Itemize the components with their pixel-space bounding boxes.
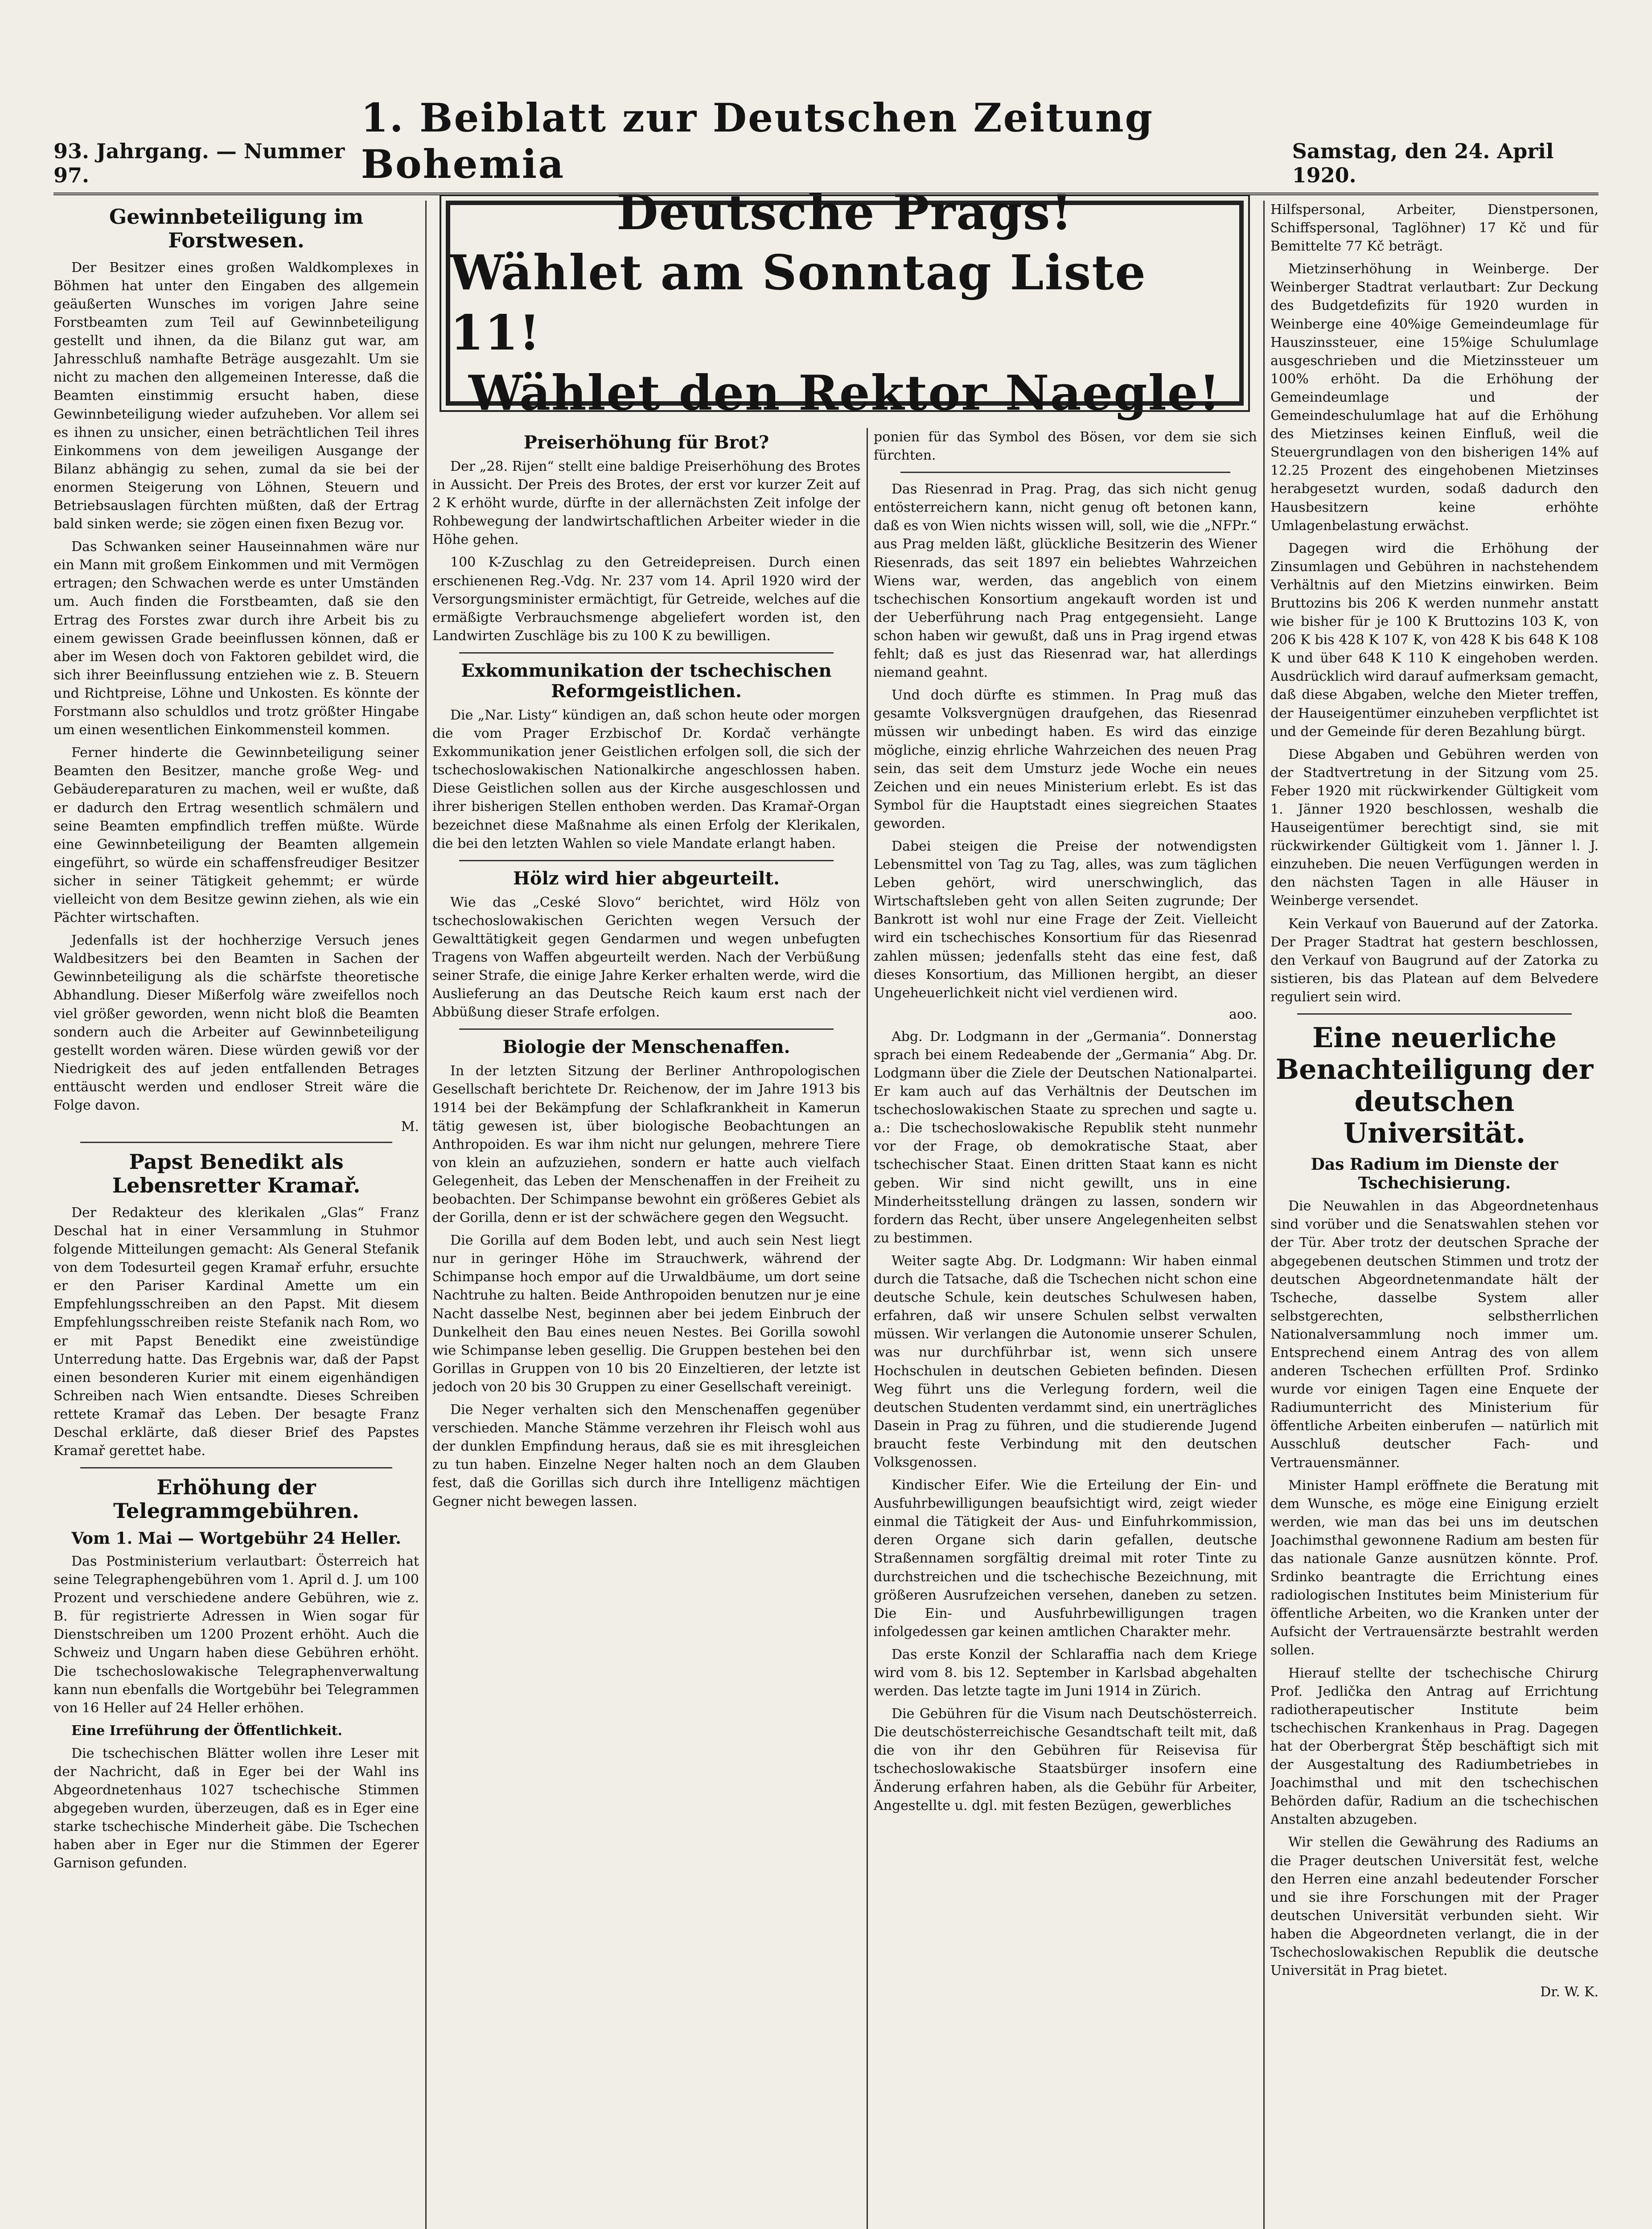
article-paragraph: Die tschechischen Blätter wollen ihre Leser mit der Nachricht, daß in Eger bei der Wahl ins Abgeordnetenhaus 1027 tschechische Stimmen abgegeben wurden, überzeugen, daß es in Eger eine starke tschechische Minderheit gäbe. Die Tschechen haben aber in Eger nur die Stimmen der Egerer Garnison gefunden. xyxy=(53,1745,419,1871)
election-line-2: Wählet am Sonntag Liste 11! xyxy=(450,245,1147,361)
article-paragraph: Wie das „Ceské Slovo“ berichtet, wird Hölz von tschechoslowakischen Gerichten wegen Versuch der Gewalttätigkeit gegen Gendarmen und wegen unbefugten Tragens von Waffen abgeurteilt werden. Nach der Verbüßung seiner Strafe, die einige Jahre Kerker erhalten werde, wird die Auslieferung an das Deutsche Reich kaum erst nach der Abbüßung dieser Strafe erfolgen. xyxy=(432,894,860,1020)
article-paragraph: Mietzinserhöhung in Weinberge. Der Weinberger Stadtrat verlautbart: Zur Deckung des Budgetdefizits für 1920 wurden in Weinberge eine 40%ige Gemeindeumlage für Hauszinssteuer, eine 15%ige Schulumlage ausgeschrieben und die Mietzinssteuer um 100% erhöht. Da die Erhöhung der Gemeindeumlage und der Gemeindeschulumlage hat auf die Erhöhung des Mietzinses keinen Einfluß, weil die Steuergrundlagen von den bisherigen 14% auf 12.25 Prozent des eingehobenen Mietzinses herabgesetzt wurden, sodaß dadurch den Hausbesitzern keine erhöhte Umlagenbelastung erwächst. xyxy=(1270,261,1599,534)
article-paragraph: Weiter sagte Abg. Dr. Lodgmann: Wir haben einmal durch die Tatsache, daß die Tschechen nicht schon eine deutsche Schule, kein deutsches Schulwesen haben, erfahren, daß wir unsere Schulen selbst verwalten müssen. Wir verlangen die Autonomie unserer Schulen, was nur durchführbar ist, wenn sich unsere Hochschulen in deutschen Gebieten befinden. Diesen Weg führt uns die Verlegung fordern, weil die deutschen Studenten verdammt sind, ein unerträgliches Dasein in Prag zu führen, und die studierende Jugend braucht feste Verbindung mit den deutschen Volksgenossen. xyxy=(874,1253,1257,1470)
article-paragraph: Der Redakteur des klerikalen „Glas“ Franz Deschal hat in einer Versammlung in Stuhmor folgende Mitteilungen gemacht: Als General Stefanik von dem Todesurteil gegen Kramař erfuhr, ersuchte er den Pariser Kardinal Amette um ein Empfehlungsschreiben an den Papst. Mit diesem Empfehlungsschreiben reiste Stefanik nach Rom, wo er mit Papst Benedikt eine zweistündige Unterredung hatte. Das Ergebnis war, daß der Papst einen besonderen Kurier mit einem eigenhändigen Schreiben nach Wien entsandte. Dieses Schreiben rettete Kramař das Leben. Der besagte Franz Deschal erklärte, daß dieser Brief des Papstes Kramař gerettet habe. xyxy=(53,1205,419,1459)
election-line-3: Wählet den Rektor Naegle! xyxy=(468,365,1221,421)
article-paragraph: Das erste Konzil der Schlaraffia nach dem Kriege wird vom 8. bis 12. September in Karlsbad abgehalten werden. Das letzte tagte im Juni 1914 in Zürich. xyxy=(874,1646,1257,1699)
article-divider xyxy=(459,652,834,654)
article-paragraph: Der „28. Rijen“ stellt eine baldige Preiserhöhung des Brotes in Aussicht. Der Preis des Brotes, der erst vor kurzer Zeit auf 2 K erhöht wurde, dürfte in der allernächsten Zeit infolge der Rohbewegung der landwirtschaftlichen Arbeiter wieder in die Höhe gehen. xyxy=(432,459,860,548)
article-title: Gewinnbeteiligung im Forstwesen. xyxy=(109,205,364,252)
column-4 xyxy=(1270,201,1599,2229)
article-paragraph: 100 K-Zuschlag zu den Getreidepreisen. Durch einen erschienenen Reg.-Vdg. Nr. 237 vom 14. April 1920 wird der Versorgungsminister ermächtigt, für Getreide, welches auf die ermäßigte Verbrauchsmenge abgeliefert worden ist, den Landwirten Zuschläge bis zu 100 K zu bewilligen. xyxy=(432,555,860,644)
article-paragraph: Kindischer Eifer. Wie die Erteilung der Ein- und Ausfuhrbewilligungen beaufsichtigt wird, zeigt wieder einmal die Tätigkeit der Aus- und Einfuhrkommission, deren Organe sich darin gefallen, deutsche Straßennamen sorgfältig dreimal mit roter Tinte zu durchstreichen und die tschechische Bezeichnung, mit größeren Ausrufzeichen versehen, daneben zu setzen. Die Ein- und Ausfuhrbewilligungen tragen infolgedessen gar keinen amtlichen Charakter mehr. xyxy=(874,1477,1257,1640)
article-paragraph: Jedenfalls ist der hochherzige Versuch jenes Waldbesitzers bei den Beamten in Sachen der Gewinnbeteiligung als die schärfste theoretische Abhandlung. Dieser Mißerfolg wäre zweifellos noch viel größer geworden, wenn nicht bloß die Beamten sondern auch die Arbeiter auf Gewinnbeteiligung gestellt worden wären. Diese würden gewiß vor der Niedrigkeit des auf jeden entfallenden Betrages enttäuscht werden und endloser Streit wäre die Folge davon. xyxy=(53,933,419,1113)
column-rule xyxy=(867,428,868,2229)
article-divider xyxy=(80,1467,392,1468)
article-paragraph: In der letzten Sitzung der Berliner Anthropologischen Gesellschaft berichtete Dr. Reichenow, der im Jahre 1913 bis 1914 bei der Bekämpfung der Schlafkrankheit in Kamerun tätig gewesen ist, über biologische Beobachtungen an Anthropoiden. Es war ihm nicht nur gelungen, mehrere Tiere von klein an aufzuziehen, sondern er hatte auch vielfach Gelegenheit, das Leben der Menschenaffen in der Freiheit zu beobachten. Der Schimpanse bewohnt ein größeres Gebiet als der Gorilla, denn er ist der schwächere gegen den Wegsucht. xyxy=(432,1063,860,1226)
article-paragraph: Eine Irreführung der Öffentlichkeit. xyxy=(71,1723,342,1739)
author-signature: Dr. W. K. xyxy=(1540,1984,1599,2000)
article-paragraph: Die Gorilla auf dem Boden lebt, und auch sein Nest liegt nur in geringer Höhe im Strauchwerk, während der Schimpanse hoch empor auf die Urwaldbäume, um dort seine Nachtruhe zu halten. Beide Anthropoiden benutzen nur je eine Nacht dasselbe Nest, beginnen aber bei jedem Einbruch der Dunkelheit den Bau eines neuen Nestes. Bei Gorilla sowohl wie Schimpanse leben gesellig. Die Gruppen bestehen bei den Gorillas in Gruppen von 10 bis 20 Einzeltieren, der letzte ist jedoch von 20 bis 30 Gruppen zu einer Gesellschaft vereinigt. xyxy=(432,1233,860,1395)
column-2 xyxy=(432,201,860,2229)
column-rule xyxy=(1263,201,1265,2229)
article-paragraph: Das Schwanken seiner Hauseinnahmen wäre nur ein Mann mit großem Einkommen und mit Vermögen ertragen; den Schwachen werde es unter Umständen um. Auch finden die Forstbeamten, daß sie den Ertrag des Forstes zwar durch ihre Arbeit bis zu einem gewissen Grade beeinflussen können, daß er aber im Wesen doch von Faktoren gebildet wird, die sich ihrer Beeinflussung entziehen wie z. B. Steuern und Richtpreise, Löhne und Unkosten. Es könnte der Forstmann also schuldlos und trotz größter Hingabe um einen wesentlichen Einkommensteil kommen. xyxy=(53,539,419,738)
article-title: Hölz wird hier abgeurteilt. xyxy=(513,868,780,889)
article-divider xyxy=(80,1142,392,1143)
article-title: Preiserhöhung für Brot? xyxy=(523,432,769,453)
article-paragraph: Und doch dürfte es stimmen. In Prag muß das gesamte Volksvergnügen draufgehen, das Riesenrad müssen wir unbedingt haben. Es wird das einzige mögliche, einzig ehrliche Wahrzeichen des neuen Prag sein, das seit dem Umsturz jede Woche ein neues Zeichen und ein neues Ministerium erlebt. Es ist das Symbol für die Hauptstadt eines siegreichen Staates geworden. xyxy=(874,687,1257,831)
author-signature: M. xyxy=(401,1119,419,1135)
election-line-1: Deutsche Prags! xyxy=(616,185,1073,241)
article-paragraph: Das Postministerium verlautbart: Österreich hat seine Telegraphengebühren vom 1. April d. J. um 100 Prozent und verschiedene andere Gebühren, wie z. B. für registrierte Adressen in Wien sogar für Dienstschreiben um 1200 Prozent erhöht. Auch die Schweiz und Ungarn haben diese Gebühren erhöht. Die tschechoslowakische Telegraphenverwaltung kann nun ebenfalls die Wortgebühr bei Telegrammen von 16 Heller auf 24 Heller erhöhen. xyxy=(53,1553,419,1716)
article-divider xyxy=(900,472,1230,473)
article-paragraph: Dagegen wird die Erhöhung der Zinsumlagen und Gebühren in nachstehendem Verhältnis auf den Mietzins einwirken. Beim Bruttozins bis 206 K werden nunmehr anstatt wie bisher für je 100 K Bruttozins 103 K, von 206 K bis 428 K 107 K, von 428 K bis 648 K 108 K und über 648 K 110 K eingehoben werden. Ausdrücklich wird darauf aufmerksam gemacht, daß diese Abgaben, welche den Mieter treffen, der Hauseigentümer einzuheben verpflichtet ist und der Gemeinde für deren Bezahlung bürgt. xyxy=(1270,540,1599,740)
article-subtitle: Das Radium im Dienste der Tschechisierung. xyxy=(1311,1155,1558,1193)
article-paragraph: Die „Nar. Listy“ kündigen an, daß schon heute oder morgen die vom Prager Erzbischof Dr. Kordač verhängte Exkommunikation jener Geistlichen erfolgen soll, die sich der tschechoslowakischen Nationalkirche angeschlossen haben. Diese Geistlichen sollen aus der Kirche ausgeschlossen und ihrer bisherigen Stellen enthoben werden. Das Kramař-Organ bezeichnet diese Maßnahme als einen Erfolg der Klerikalen, die bei den letzten Wahlen so viele Mandate erlangt haben. xyxy=(432,707,860,851)
article-paragraph: Die Neuwahlen in das Abgeordnetenhaus sind vorüber und die Senatswahlen stehen vor der Tür. Aber trotz der deutschen Sprache der abgegebenen deutschen Stimmen und trotz der deutschen Abgeordnetenmandate hält der Tscheche, dasselbe System aller selbstgerechten, selbstherrlichen Nationalversammlung noch immer um. Entsprechend einem Antrag des von allem anderen Tschechen erfüllten Prof. Srdinko wurde vor einigen Tagen eine Enquete der Radiumunterricht des Ministerium für öffentliche Arbeiten einberufen — natürlich mit Ausschluß deutscher Fach- und Vertrauensmänner. xyxy=(1270,1198,1599,1471)
article-paragraph: Die Neger verhalten sich den Menschenaffen gegenüber verschieden. Manche Stämme verzehren ihr Fleisch wohl aus der dunklen Empfindung heraus, daß sie es mit ihresgleichen zu tun haben. Einzelne Neger halten noch an dem Glauben fest, daß die Gorillas sich durch ihre Intelligenz mächtigen Gegner nicht bewegen lassen. xyxy=(432,1402,860,1509)
article-divider xyxy=(1297,1013,1572,1015)
article-paragraph: Wir stellen die Gewährung des Radiums an die Prager deutschen Universität fest, welche den Herren eine anzahl bedeutender Forscher und sie ihre Forschungen mit der Prager deutschen Universität verbunden sieht. Wir haben die Abgeordneten verlangt, die in der Tschechoslowakischen Republik die deutsche Universität in Prag bietet. xyxy=(1270,1834,1599,1979)
column-1 xyxy=(53,201,419,2229)
columns xyxy=(53,185,1599,2229)
article-paragraph: Diese Abgaben und Gebühren werden von der Stadtvertretung in der Sitzung vom 25. Feber 1920 mit rückwirkender Gültigkeit vom 1. Jänner 1920 beschlossen, weshalb die Hauseigentümer berechtigt sind, sie mit rückwirkender Gültigkeit vom 1. Jänner l. J. einzuheben. Die neuen Verfügungen werden in den nächsten Tagen in alle Häuser in Weinberge versendet. xyxy=(1270,746,1599,909)
article-divider xyxy=(459,860,834,861)
article-subtitle: Vom 1. Mai — Wortgebühr 24 Heller. xyxy=(71,1529,401,1548)
column-rule xyxy=(425,201,427,2229)
article-paragraph: ponien für das Symbol des Bösen, vor dem sie sich fürchten. xyxy=(874,429,1257,464)
article-paragraph: Der Besitzer eines großen Waldkomplexes in Böhmen hat unter den Eingaben des allgemein geäußerten Wunsches im vorigen Jahre seine Forstbeamten zum Teil auf Gewinnbeteiligung gestellt und ihnen, da die Bilanz gut war, am Jahresschluß namhafte Beträge ausgezahlt. Um sie nicht zu machen den allgemeinen Interesse, daß die Beamten einstimmig ersucht haben, diese Gewinnbeteiligung wieder aufzuheben. Vor allem sei es ihnen zu unsicher, einen beträchtlichen Teil ihres Einkommens von dem jeweiligen Ausgange der Bilanz abhängig zu sehen, zumal da sie bei der enormen Steigerung von Löhnen, Steuern und Betriebsauslagen fürchten müßten, daß der Ertrag bald sinken werde; sie zögen einen fixen Bezug vor. xyxy=(53,259,419,532)
article-title: Biologie der Menschenaffen. xyxy=(502,1036,790,1058)
article-paragraph: Hierauf stellte der tschechische Chirurg Prof. Jedlička den Antrag auf Errichtung radiotherapeutischer Institute beim tschechischen Krankenhaus in Prag. Dagegen hat der Oberbergrat Štěp beschäftigt sich mit der Ausgestaltung des Radiumbetriebes in Joachimsthal und mit den tschechischen Behörden dafür, Radium an die tschechischen Anstalten abzugeben. xyxy=(1270,1665,1599,1828)
article-paragraph: Ferner hinderte die Gewinnbeteiligung seiner Beamten den Besitzer, manche große Weg- und Gebäudereparaturen zu machen, weil er wußte, daß er dadurch den Ertrag wesentlich schmälern und seine Beamten empfindlich treffen müßte. Würde eine Gewinnbeteiligung der Beamten allgemein eingeführt, so würde ein schaffensfreudiger Besitzer sicher in seiner Tätigkeit gehemmt; er würde vielleicht von dem Besitze gewinn ziehen, als wie ein Pächter wirtschaften. xyxy=(53,745,419,926)
supplement-title: 1. Beiblatt zur Deutschen Zeitung Bohemia xyxy=(361,95,1154,187)
article-paragraph: Das Riesenrad in Prag. Prag, das sich nicht genug entösterreichern kann, nicht genug oft betonen kann, daß es von Wien nichts wissen will, soll, wie die „NFPr.“ aus Prag melden läßt, glückliche Besitzerin des Wiener Riesenrads, das seit 1897 ein beliebtes Wahrzeichen Wiens war, werden, das angeblich von einem tschechischen Konsortium angekauft worden ist und der Ueberführung nach Prag entgegensieht. Lange schon haben wir gewußt, daß uns in Prag irgend etwas fehlt; daß es just das Riesenrad war, hat allerdings niemand geahnt. xyxy=(874,481,1257,681)
column-3 xyxy=(874,201,1257,2229)
article-title: Exkommunikation der tschechischen Reformgeistlichen. xyxy=(461,660,832,702)
author-signature: aoo. xyxy=(1229,1006,1257,1022)
article-paragraph: Hilfspersonal, Arbeiter, Dienstpersonen, Schiffspersonal, Taglöhner) 17 Kč und für Bemittelte 77 Kč beträgt. xyxy=(1270,202,1599,255)
article-paragraph: Die Gebühren für die Visum nach Deutschösterreich. Die deutschösterreichische Gesandtschaft teilt mit, daß die von ihr den Gebühren für Reisevisa für tschechoslowakische Staatsbürger insofern eine Änderung erfahren haben, als die Gebühr für Arbeiter, Angestellte u. dgl. mit festen Bezügen, gewerbliches xyxy=(874,1706,1257,1814)
issue-number: 93. Jahrgang. — Nummer 97. xyxy=(53,139,345,187)
issue-date: Samstag, den 24. April 1920. xyxy=(1292,139,1554,187)
article-paragraph: Kein Verkauf von Bauerund auf der Zatorka. Der Prager Stadtrat hat gestern beschlossen, den Verkauf von Baugrund auf der Zatorka zu sistieren, bis das Platean auf dem Belvedere reguliert sein wird. xyxy=(1270,916,1599,1005)
article-title: Erhöhung der Telegrammgebühren. xyxy=(113,1475,359,1523)
article-title: Papst Benedikt als Lebensretter Kramař. xyxy=(112,1150,361,1197)
article-divider xyxy=(459,1028,834,1030)
article-paragraph: Minister Hampl eröffnete die Beratung mit dem Wunsche, es möge eine Einigung erzielt werden, wie man das bei uns im deutschen Joachimsthal gewonnene Radium am besten für das nationale Ganze ausnützen könnte. Prof. Srdinko beantragte die Errichtung eines radiologischen Institutes beim Ministerium für öffentliche Arbeiten, wo die Kranken unter der Aufsicht der Vertrauensärzte bestrahlt werden sollen. xyxy=(1270,1477,1599,1658)
article-title: Eine neuerliche Benachteiligung der deutschen Universität. xyxy=(1275,1021,1594,1149)
article-paragraph: Abg. Dr. Lodgmann in der „Germania“. Donnerstag sprach bei einem Redeabende der „Germania“ Abg. Dr. Lodgmann über die Ziele der Deutschen Nationalpartei. Er kam auch auf das Verhältnis der Deutschen im tschechoslowakischen Staate zu sprechen und sagte u. a.: Die tschechoslowakische Republik steht nunmehr vor der Frage, ob demokratische Staat, aber tschechischer Staat. Einen dritten Staat kann es nicht geben. Wir sind nicht gewillt, uns in eine Minderheitsstellung drängen zu lassen, sondern wir fordern das Recht, über unsere Angelegenheiten selbst zu bestimmen. xyxy=(874,1028,1257,1246)
article-paragraph: Dabei steigen die Preise der notwendigsten Lebensmittel von Tag zu Tag, alles, was zum täglichen Leben gehört, wird unerschwinglich, das Wirtschaftsleben geht von allen Seiten zugrunde; Der Bankrott ist wohl nur eine Frage der Zeit. Vielleicht wird ein tschechisches Konsortium für das Riesenrad zahlen müssen; jedenfalls steht das eine fest, daß dieses Konsortium, das Millionen hergibt, an dieser Ungeheuerlichkeit nicht viel verdienen wird. xyxy=(874,838,1257,1001)
